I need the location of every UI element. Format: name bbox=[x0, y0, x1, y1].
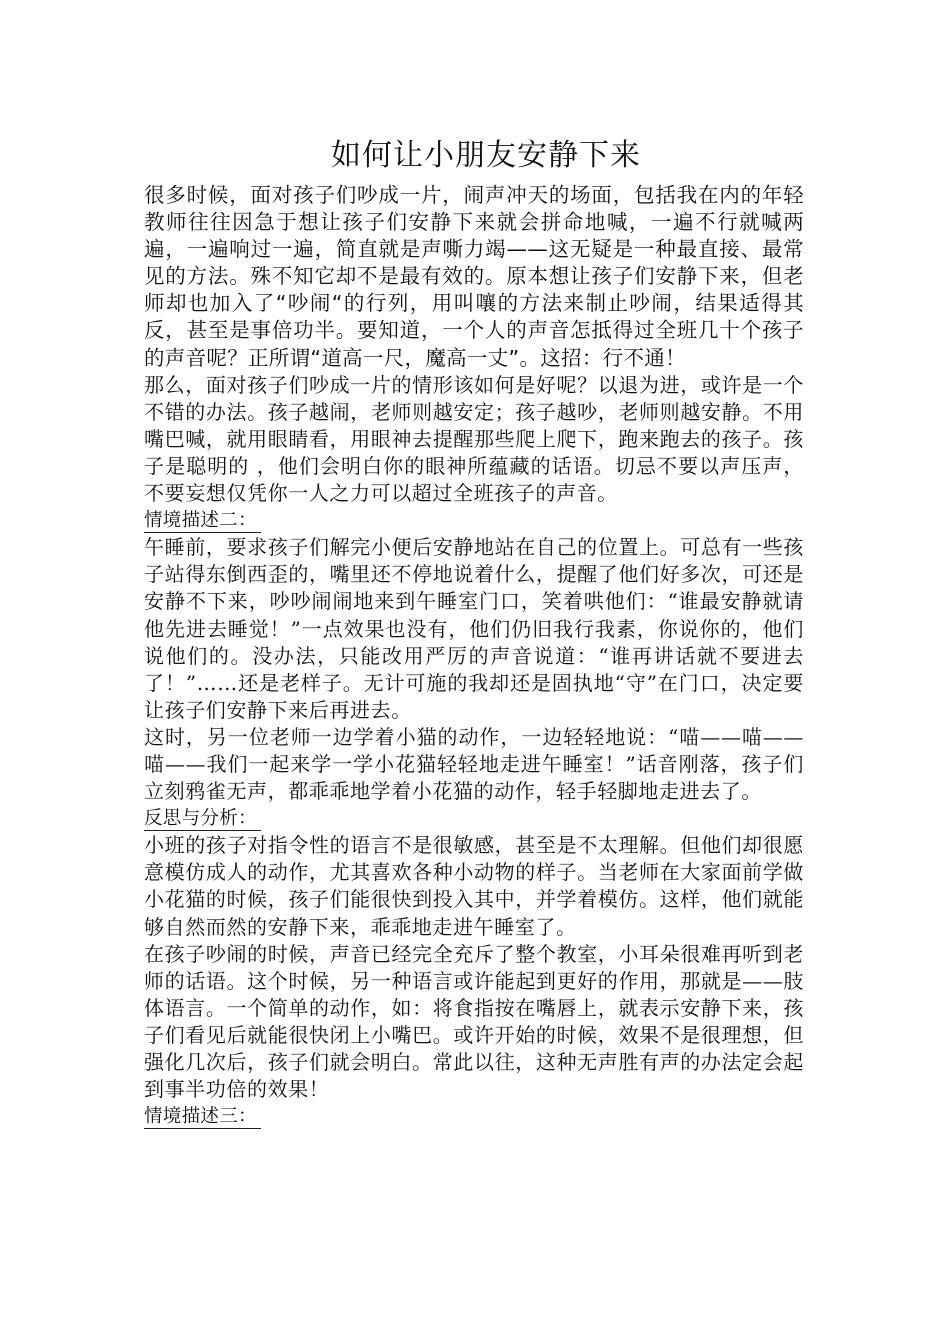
document-title: 如何让小朋友安静下来 bbox=[331, 138, 641, 173]
section-heading-scene-3-text: 情境描述三： bbox=[144, 1106, 261, 1129]
paragraph-reflect-2: 在孩子吵闹的时候，声音已经完全充斥了整个教室，小耳朵很难再听到老师的话语。这个时候，另一种语言或许能起到更好的作用，那就是——肢体语言。一个简单的动作，如：将食指按在嘴唇上，就表示安静下来，孩子们看见后就能很快闭上小嘴巴。或许开始的时候，效果不是很理想，但强化几次后，孩子们就会明白。常此以往，这种无声胜有声的办法定会起到事半功倍的效果！ bbox=[144, 941, 804, 1102]
section-heading-scene-2 bbox=[144, 507, 804, 534]
paragraph-intro-1: 很多时候，面对孩子们吵成一片，闹声冲天的场面，包括我在内的年轻教师往往因急于想让孩子们安静下来就会拼命地喊，一遍不行就喊两遍，一遍响过一遍，简直就是声嘶力竭——这无疑是一种最直接、最常见的方法。殊不知它却不是最有效的。原本想让孩子们安静下来，但老师却也加入了“吵闹“的行列，用叫嚷的方法来制止吵闹，结果适得其反，甚至是事倍功半。要知道，一个人的声音怎抵得过全班几十个孩子的声音呢？正所谓“道高一尺，魔高一丈”。这招：行不通！ bbox=[144, 183, 804, 370]
section-heading-reflection bbox=[144, 805, 804, 832]
section-heading-scene-2-text: 情境描述二： bbox=[144, 510, 261, 533]
section-heading-scene-3 bbox=[144, 1103, 804, 1130]
document-body bbox=[144, 182, 804, 1130]
paragraph-scene2-1: 午睡前，要求孩子们解完小便后安静地站在自己的位置上。可总有一些孩子站得东倒西歪的，嘴里还不停地说着什么，提醒了他们好多次，可还是安静不下来，吵吵闹闹地来到午睡室门口，笑着哄他们：“谁最安静就请他先进去睡觉！”一点效果也没有，他们仍旧我行我素，你说你的，他们说他们的。没办法，只能改用严厉的声音说道：“谁再讲话就不要进去了！”……还是老样子。无计可施的我却还是固执地“守”在门口，决定要让孩子们安静下来后再进去。 bbox=[144, 535, 804, 722]
paragraph-scene2-2: 这时，另一位老师一边学着小猫的动作，一边轻轻地说：“喵——喵——喵——我们一起来学一学小花猫轻轻地走进午睡室！”话音刚落，孩子们立刻鸦雀无声，都乖乖地学着小花猫的动作，轻手轻脚地走进去了。 bbox=[144, 724, 804, 804]
paragraph-intro-2: 那么，面对孩子们吵成一片的情形该如何是好呢？以退为进，或许是一个不错的办法。孩子越闹，老师则越安定；孩子越吵，老师则越安静。不用嘴巴喊，就用眼睛看，用眼神去提醒那些爬上爬下，跑来跑去的孩子。孩子是聪明的 ，他们会明白你的眼神所蕴藏的话语。切忌不要以声压声，不要妄想仅凭你一人之力可以超过全班孩子的声音。 bbox=[144, 372, 804, 506]
section-heading-reflection-text: 反思与分析： bbox=[144, 808, 261, 831]
paragraph-reflect-1: 小班的孩子对指令性的语言不是很敏感，甚至是不太理解。但他们却很愿意模仿成人的动作，尤其喜欢各种小动物的样子。当老师在大家面前学做小花猫的时候，孩子们能很快到投入其中，并学着模仿。这样，他们就能够自然而然的安静下来，乖乖地走进午睡室了。 bbox=[144, 833, 804, 939]
